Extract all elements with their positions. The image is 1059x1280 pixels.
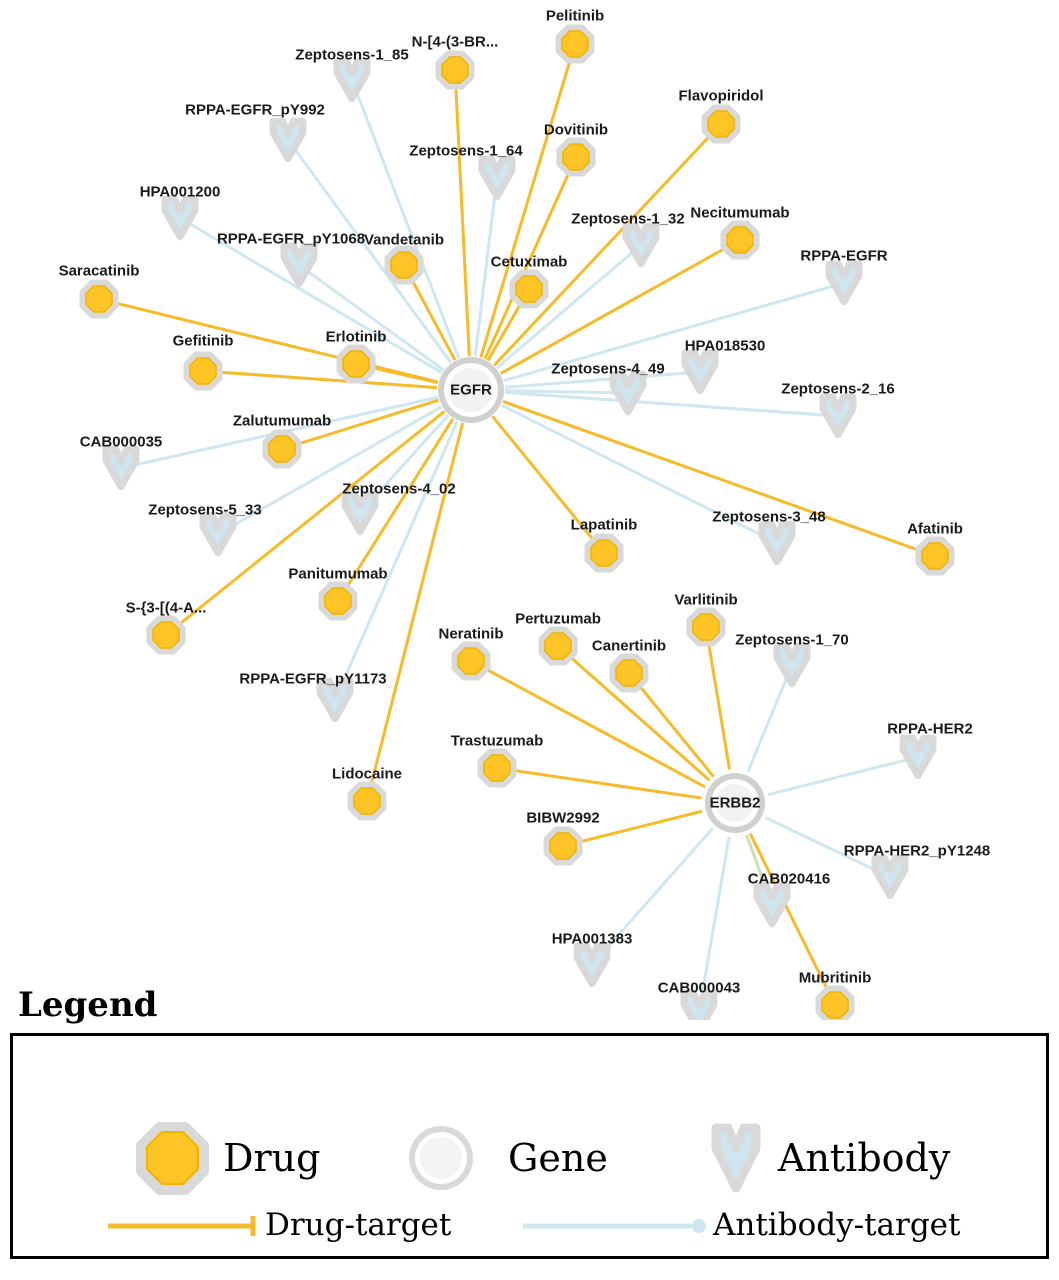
drug-body [550, 833, 576, 859]
legend-title: Legend [18, 985, 158, 1025]
legend-label-drug: Drug [223, 1136, 321, 1180]
antibody-target-edge [505, 392, 838, 416]
drug-body [693, 614, 719, 640]
antibody-label: RPPA-EGFR_pY1068 [216, 230, 366, 248]
antibody-target-edge [504, 283, 844, 381]
drug-label: Neratinib [438, 625, 504, 643]
drug-body [562, 31, 588, 57]
antibody-node[interactable] [345, 494, 375, 532]
drug-body [591, 540, 617, 566]
gene-label: ERBB2 [709, 794, 761, 812]
antibody-body [903, 738, 933, 776]
antibody-node[interactable] [106, 449, 136, 487]
drug-label: Saracatinib [58, 262, 140, 280]
antibody-node[interactable] [777, 646, 807, 684]
drug-node[interactable] [513, 273, 545, 305]
antibody-node[interactable] [823, 397, 853, 435]
antibody-node[interactable] [757, 886, 787, 924]
antibody-node[interactable] [577, 946, 607, 984]
drug-body [269, 436, 295, 462]
drug-body [343, 351, 369, 377]
antibody-label: RPPA-HER2_pY1248 [843, 842, 991, 860]
antibody-label: Zeptosens-1_32 [571, 210, 685, 228]
drug-target-edge [706, 627, 729, 769]
drug-body [153, 622, 179, 648]
drug-body [442, 57, 468, 83]
antibody-label: CAB020416 [747, 870, 831, 888]
antibody-label: Zeptosens-1_85 [295, 46, 409, 64]
drug-label: Cetuximab [490, 253, 568, 271]
drug-node[interactable] [351, 785, 383, 817]
node-layer [83, 28, 951, 1020]
drug-body [545, 633, 571, 659]
antibody-label: Zeptosens-2_16 [781, 380, 895, 398]
antibody-label: HPA018530 [684, 337, 766, 355]
drug-target-edge [747, 833, 835, 1005]
antibody-node[interactable] [284, 246, 314, 284]
legend-label-antibody-target: Antibody-target [713, 1207, 961, 1243]
legend-label-gene: Gene [508, 1136, 608, 1180]
drug-node[interactable] [705, 108, 737, 140]
drug-target-edge [563, 811, 702, 846]
antibody-label: RPPA-EGFR_pY1173 [239, 670, 387, 688]
antibody-node[interactable] [875, 858, 905, 896]
drug-label: Panitumumab [288, 565, 388, 583]
drug-label: Lidocaine [331, 765, 403, 783]
drug-label: Gefitinib [172, 332, 234, 350]
antibody-body [823, 397, 853, 435]
drug-node[interactable] [690, 611, 722, 643]
drug-body [516, 276, 542, 302]
antibody-label: Zeptosens-4_02 [342, 480, 456, 498]
drug-label: Vandetanib [363, 231, 445, 249]
drug-body [190, 358, 216, 384]
drug-node[interactable] [439, 54, 471, 86]
drug-body [325, 588, 351, 614]
drug-node[interactable] [481, 752, 513, 784]
antibody-target-edge [335, 421, 457, 700]
antibody-body [203, 515, 233, 553]
antibody-body [875, 858, 905, 896]
drug-label: S-{3-[(4-A... [125, 599, 207, 617]
legend-antibody-target-edge [523, 1219, 706, 1233]
antibody-target-edge [475, 178, 497, 356]
drug-body [391, 252, 417, 278]
drug-node[interactable] [340, 348, 372, 380]
gene-label: EGFR [450, 381, 492, 399]
drug-label: Flavopiridol [678, 87, 764, 105]
drug-target-edge [629, 673, 714, 777]
drug-target-edge [455, 70, 469, 356]
drug-node[interactable] [560, 141, 592, 173]
drug-target-edge [492, 416, 604, 553]
drug-node[interactable] [322, 585, 354, 617]
drug-label: Dovitinib [543, 121, 609, 139]
antibody-body [777, 646, 807, 684]
antibody-label: Zeptosens-3_48 [712, 508, 826, 526]
drug-label: Lapatinib [570, 516, 638, 534]
antibody-node[interactable] [613, 374, 643, 412]
drug-node[interactable] [150, 619, 182, 651]
drug-node[interactable] [388, 249, 420, 281]
drug-node[interactable] [613, 657, 645, 689]
antibody-label: RPPA-HER2 [887, 720, 973, 738]
drug-node[interactable] [919, 540, 951, 572]
antibody-node[interactable] [903, 738, 933, 776]
drug-body [563, 144, 589, 170]
drug-node[interactable] [724, 224, 756, 256]
drug-label: BIBW2992 [526, 809, 600, 827]
antibody-body [345, 494, 375, 532]
drug-label: Pertuzumab [515, 610, 601, 628]
legend-antibody-icon [716, 1128, 756, 1188]
drug-label: Mubritinib [798, 969, 872, 987]
drug-node[interactable] [588, 537, 620, 569]
antibody-target-edge [748, 665, 792, 772]
drug-label: Trastuzumab [450, 732, 544, 750]
antibody-label: Zeptosens-1_70 [735, 631, 849, 649]
antibody-label: RPPA-EGFR_pY992 [185, 101, 325, 119]
gene-node[interactable] [705, 773, 765, 833]
antibody-node[interactable] [626, 226, 656, 264]
legend-box [10, 1033, 1049, 1259]
antibody-label: CAB000035 [79, 433, 163, 451]
antibody-target-edge [505, 372, 700, 387]
antibody-target-edge [592, 828, 712, 965]
drug-node[interactable] [542, 630, 574, 662]
antibody-target-edge [501, 405, 777, 543]
legend-gene-icon [409, 1126, 473, 1190]
legend-drug-icon [142, 1128, 203, 1189]
antibody-body [685, 353, 715, 391]
antibody-body [337, 61, 367, 99]
antibody-body [482, 159, 512, 197]
antibody-body [762, 524, 792, 562]
legend-label-antibody: Antibody [778, 1136, 951, 1180]
drug-target-edge [497, 768, 701, 798]
gene-node[interactable] [438, 357, 504, 423]
drug-label: Varlitinib [674, 591, 738, 609]
legend [0, 985, 1059, 1259]
drug-target-edge [503, 401, 935, 556]
drug-body [708, 111, 734, 137]
drug-body [484, 755, 510, 781]
antibody-node[interactable] [165, 199, 195, 237]
antibody-node[interactable] [482, 159, 512, 197]
antibody-node[interactable] [320, 681, 350, 719]
drug-body [86, 286, 112, 312]
drug-body [458, 648, 484, 674]
antibody-body [577, 946, 607, 984]
drug-node[interactable] [266, 433, 298, 465]
gene-body [449, 368, 493, 412]
antibody-label: Zeptosens-4_49 [551, 360, 665, 378]
antibody-body [284, 246, 314, 284]
legend-label-drug-target: Drug-target [265, 1207, 452, 1243]
antibody-node[interactable] [829, 264, 859, 302]
drug-label: Erlotinib [325, 328, 387, 346]
antibody-body [757, 886, 787, 924]
legend-drug-target-edge [108, 1216, 253, 1236]
antibody-node[interactable] [337, 61, 367, 99]
antibody-body [165, 199, 195, 237]
antibody-target-edge [766, 818, 890, 877]
antibody-body [613, 374, 643, 412]
drug-label: Zalutumumab [232, 412, 332, 430]
drug-node[interactable] [559, 28, 591, 60]
antibody-label: Zeptosens-1_64 [409, 142, 523, 160]
drug-body [922, 543, 948, 569]
antibody-body [106, 449, 136, 487]
drug-target-edge [282, 400, 439, 449]
drug-label: Canertinib [591, 637, 667, 655]
gene-body [716, 784, 754, 822]
drug-body [616, 660, 642, 686]
drug-node[interactable] [83, 283, 115, 315]
antibody-node[interactable] [203, 515, 233, 553]
drug-node[interactable] [455, 645, 487, 677]
antibody-target-edge [218, 407, 441, 534]
antibody-label: HPA001200 [139, 183, 221, 201]
antibody-label: CAB000043 [657, 979, 741, 997]
drug-label: N-[4-(3-BR... [411, 33, 499, 51]
antibody-body [829, 264, 859, 302]
antibody-node[interactable] [685, 353, 715, 391]
drug-label: Pelitinib [545, 7, 605, 25]
drug-body [354, 788, 380, 814]
drug-body [727, 227, 753, 253]
drug-label: Afatinib [907, 520, 963, 538]
drug-node[interactable] [187, 355, 219, 387]
antibody-body [320, 681, 350, 719]
drug-label: Necitumumab [690, 204, 790, 222]
drug-node[interactable] [547, 830, 579, 862]
antibody-label: Zeptosens-5_33 [148, 501, 262, 519]
antibody-body [626, 226, 656, 264]
antibody-target-edge [768, 757, 918, 795]
antibody-node[interactable] [762, 524, 792, 562]
antibody-label: RPPA-EGFR [800, 247, 888, 265]
antibody-label: HPA001383 [551, 930, 633, 948]
